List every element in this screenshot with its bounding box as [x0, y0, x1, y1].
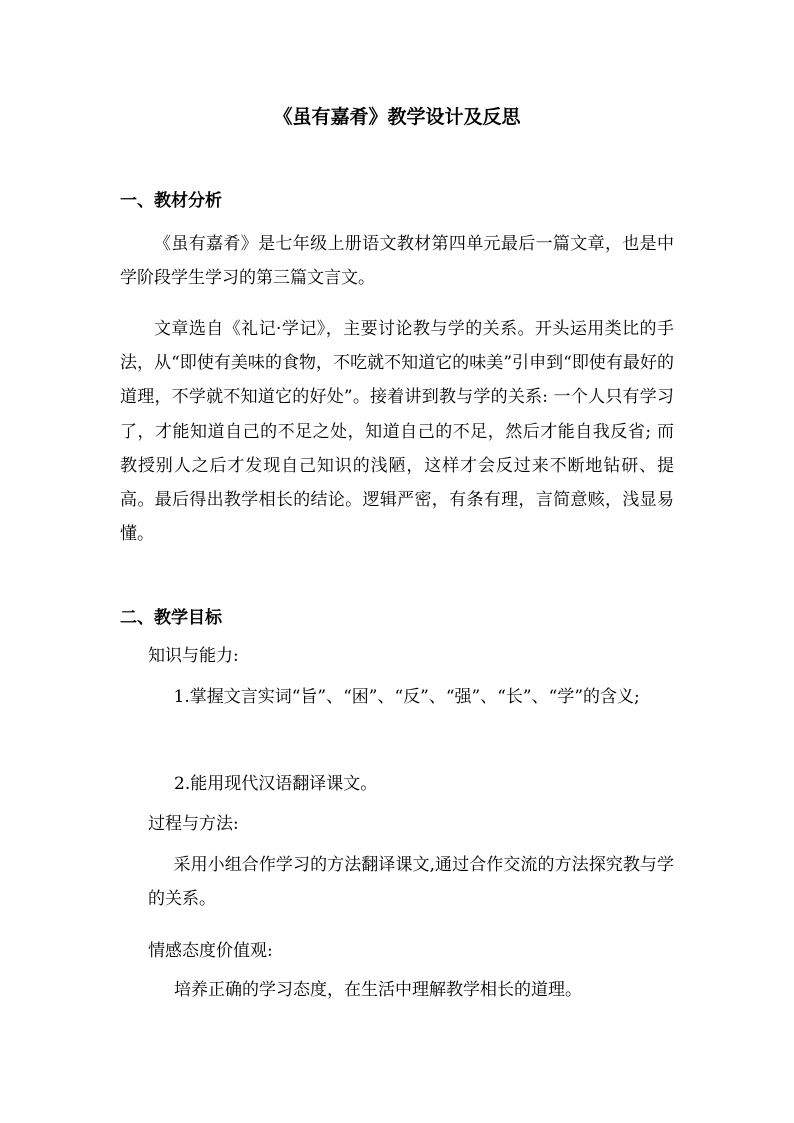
- section-heading-textbook-analysis: 一、教材分析: [120, 191, 222, 211]
- goal-emotion-text: 培养正确的学习态度，在生活中理解教学相长的道理。: [174, 980, 582, 1000]
- goal-process-text: 采用小组合作学习的方法翻译课文,通过合作交流的方法探究教与学的关系。: [148, 855, 674, 910]
- section-heading-teaching-goals: 二、教学目标: [120, 608, 222, 628]
- paragraph-content-analysis: 文章选自《礼记·学记》，主要讨论教与学的关系。开头运用类比的手法，从“即使有美味的食物，不吃就不知道它的味美”引申到“即使有最好的道理，不学就不知道它的好处”。接着讲到教与学的关系: 一个人只有学习了，才能知道自己的不足之处，知道自己的不足，然后才能自我反省; 而教授别人之后才发现自己知识的浅陋，这样才会反过来不断地钻研、提高。最后得出教学相长的结论。逻辑严密，有条有理，言简意赅，浅显易懂。: [120, 319, 674, 545]
- document-title: 《虽有嘉肴》教学设计及反思: [273, 106, 521, 128]
- goal-label-knowledge: 知识与能力:: [148, 646, 239, 666]
- goal-item-1: 1.掌握文言实词“旨”、“困”、“反”、“强”、“长”、“学”的含义;: [173, 687, 640, 707]
- goal-item-2: 2.能用现代汉语翻译课文。: [174, 774, 378, 794]
- paragraph-intro: 《虽有嘉肴》是七年级上册语文教材第四单元最后一篇文章，也是中学阶段学生学习的第三篇文言文。: [120, 234, 674, 289]
- goal-label-emotion: 情感态度价值观:: [148, 941, 273, 961]
- goal-label-process: 过程与方法:: [148, 814, 239, 834]
